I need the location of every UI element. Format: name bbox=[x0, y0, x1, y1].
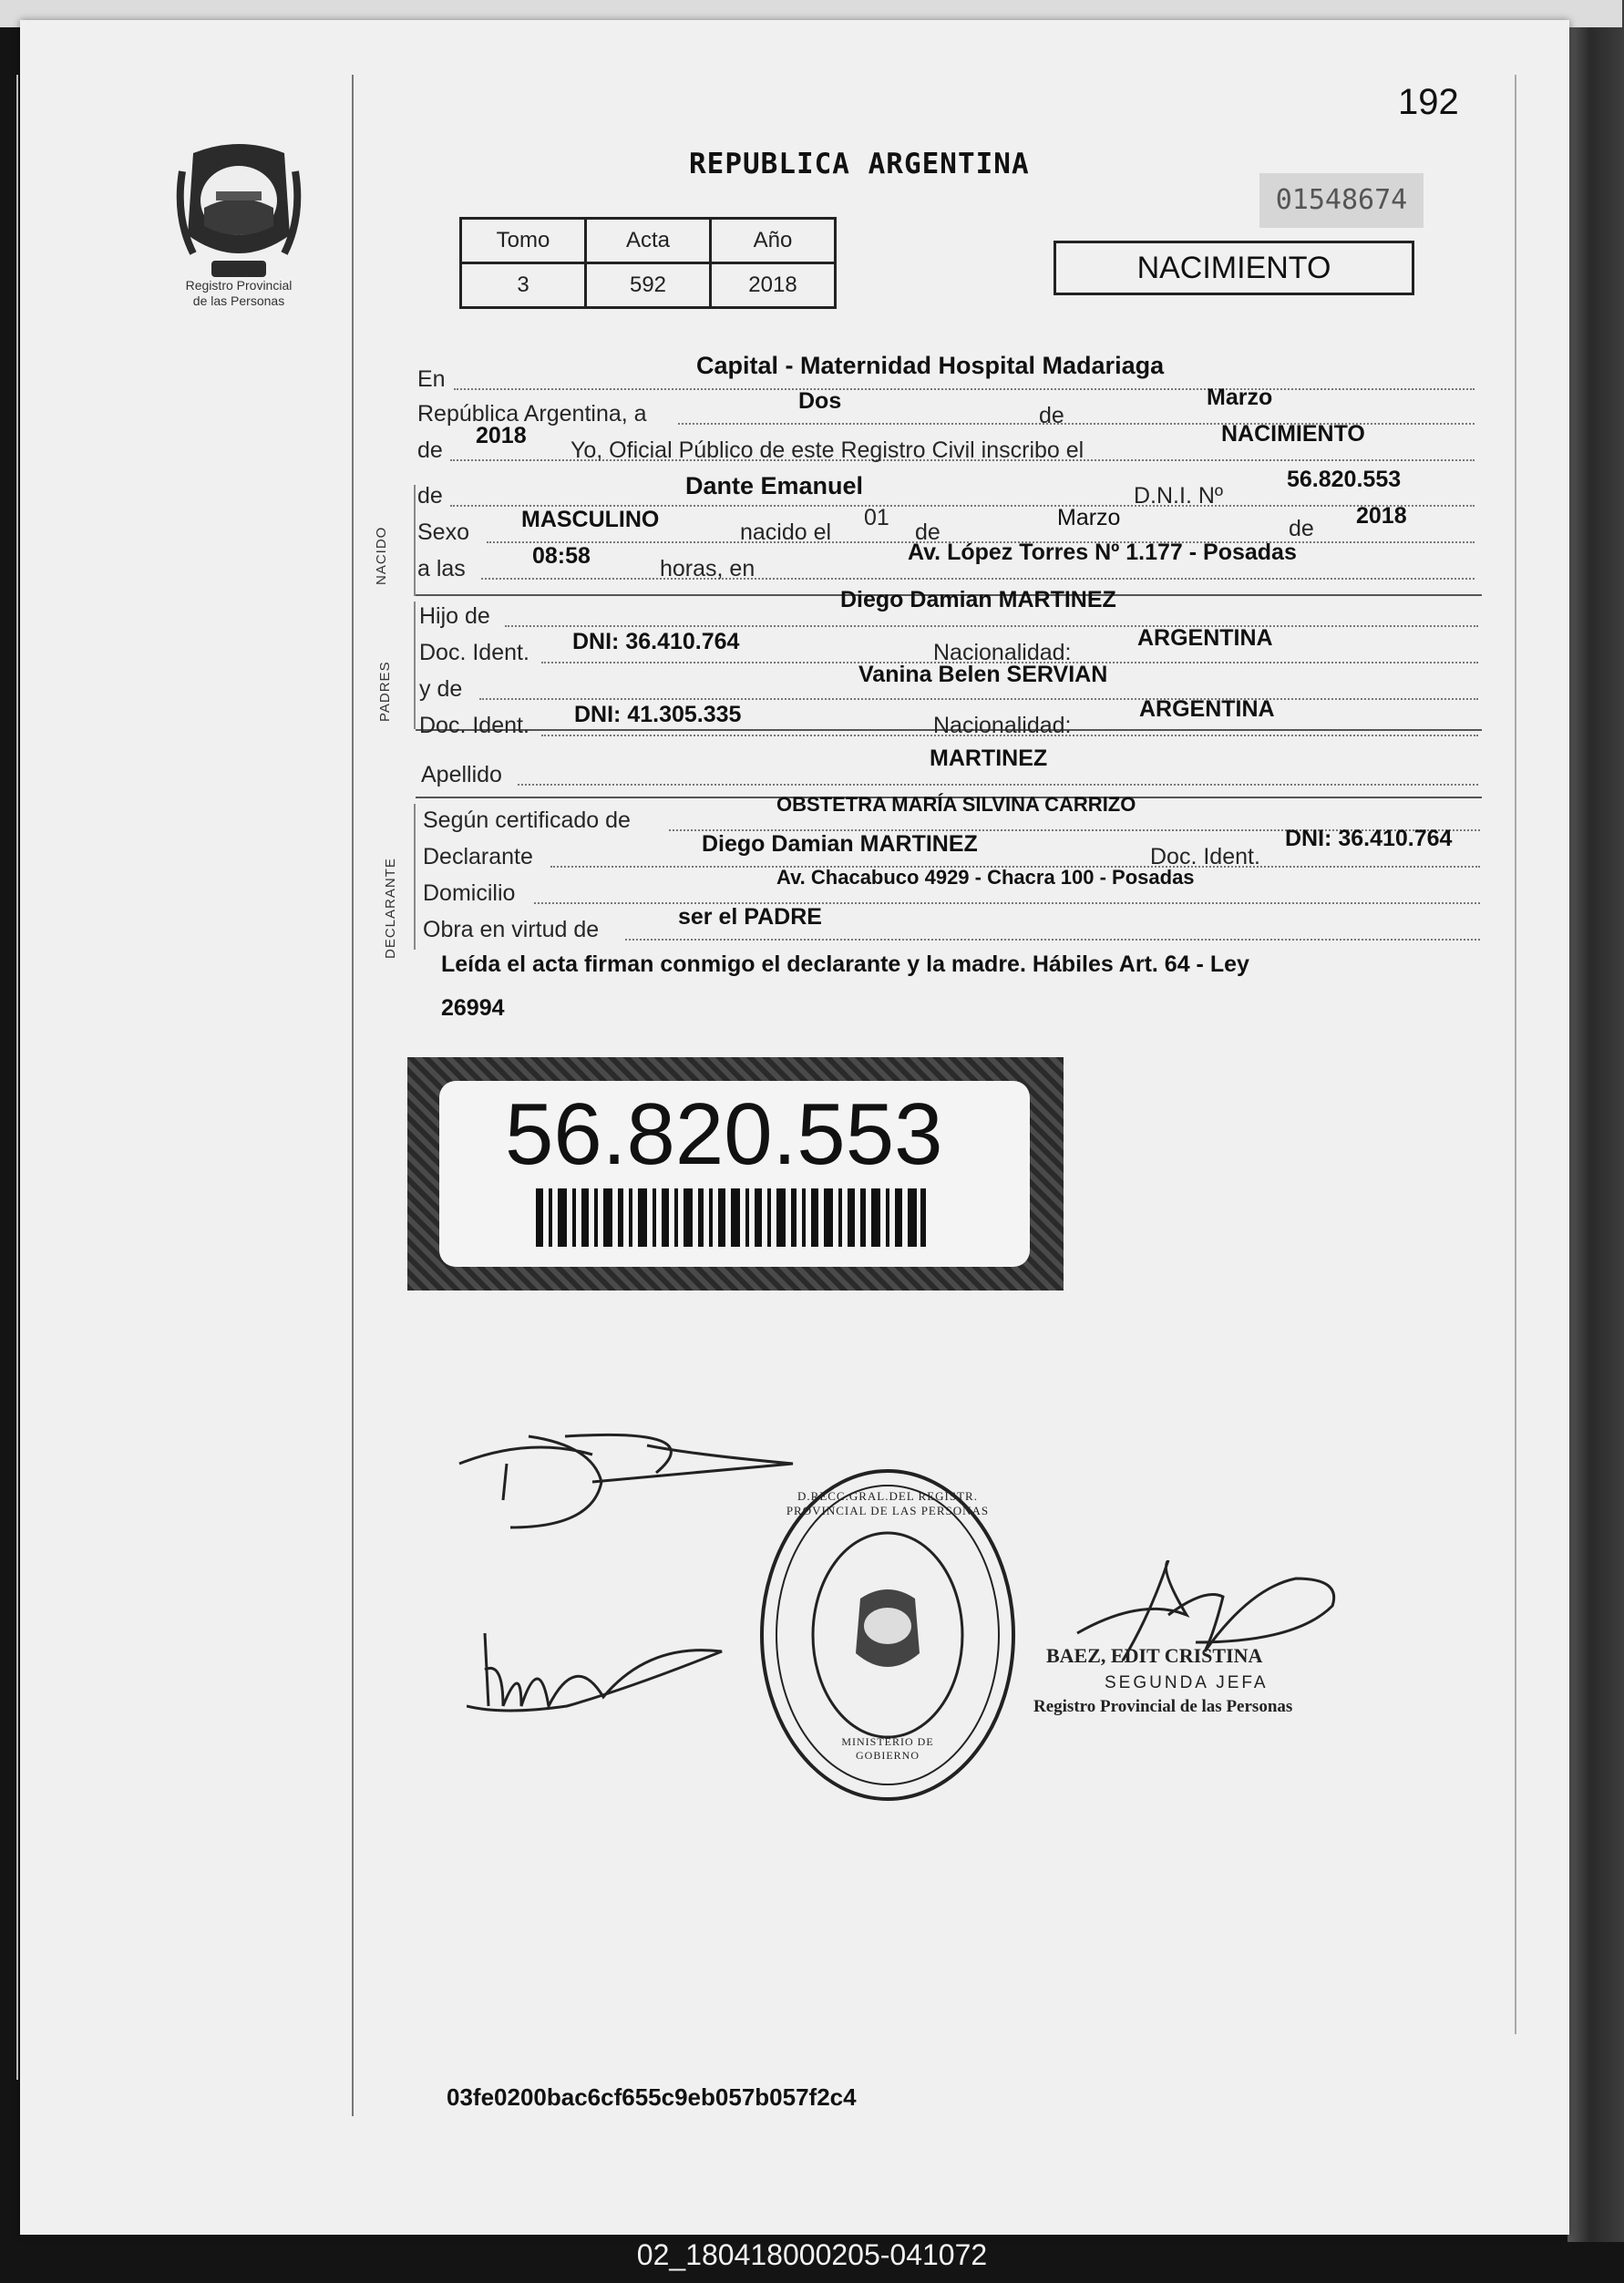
father-doc-label: Doc. Ident. bbox=[419, 640, 529, 665]
inscribo-value: NACIMIENTO bbox=[1221, 421, 1365, 447]
section-label-nacido: NACIDO bbox=[374, 526, 389, 585]
field-dots bbox=[454, 388, 1475, 390]
de-year-label: de bbox=[417, 437, 443, 463]
father-nationality-value: ARGENTINA bbox=[1137, 625, 1273, 651]
sexo-label: Sexo bbox=[417, 519, 469, 545]
hijo-de-label: Hijo de bbox=[419, 603, 490, 629]
obra-label: Obra en virtud de bbox=[423, 917, 600, 942]
footer-id: 02_180418000205-041072 bbox=[636, 2238, 988, 2271]
serial-number: 01548674 bbox=[1259, 173, 1424, 228]
birth-month-value: Marzo bbox=[1057, 505, 1121, 530]
barcode-sticker-inner bbox=[439, 1081, 1030, 1267]
signatory-title: SEGUNDA JEFA bbox=[1105, 1673, 1269, 1692]
field-dots bbox=[534, 902, 1480, 904]
registry-caption-line1: Registro Provincial bbox=[185, 278, 293, 293]
dni-label: D.N.I. Nº bbox=[1134, 483, 1224, 509]
closing-text-line2: 26994 bbox=[441, 995, 505, 1021]
de-birth-year-label: de bbox=[1289, 516, 1314, 541]
mother-name-value: Vanina Belen SERVIAN bbox=[858, 662, 1108, 687]
outer-margin-line bbox=[16, 75, 18, 2080]
nacido-el-label: nacido el bbox=[740, 519, 832, 545]
anio-value: 2018 bbox=[711, 263, 836, 308]
father-nationality-label: Nacionalidad: bbox=[933, 640, 1072, 665]
section-bracket bbox=[414, 602, 416, 729]
declarante-value: Diego Damian MARTINEZ bbox=[702, 831, 978, 857]
day-text-value: Dos bbox=[798, 388, 842, 414]
father-doc-value: DNI: 36.410.764 bbox=[572, 629, 740, 654]
field-dots bbox=[479, 698, 1478, 700]
barcode-number: 56.820.553 bbox=[505, 1085, 943, 1183]
stamp-inner-text: MINISTERIO DE GOBIERNO bbox=[841, 1735, 934, 1762]
segun-label: Según certificado de bbox=[423, 807, 631, 833]
background-edge bbox=[1567, 0, 1624, 2242]
declarante-label: Declarante bbox=[423, 844, 533, 869]
record-type-box: NACIMIENTO bbox=[1054, 241, 1414, 295]
declarante-doc-value: DNI: 36.410.764 bbox=[1285, 826, 1453, 851]
section-bracket bbox=[414, 804, 416, 950]
provincial-seal-icon bbox=[175, 135, 303, 290]
field-dots bbox=[518, 784, 1478, 786]
domicilio-label: Domicilio bbox=[423, 880, 516, 906]
anio-header: Año bbox=[711, 219, 836, 263]
birth-certificate-page bbox=[20, 20, 1569, 2235]
obra-value: ser el PADRE bbox=[678, 904, 822, 930]
de-month-label: de bbox=[915, 519, 940, 545]
registry-logo bbox=[175, 135, 303, 290]
certificado-value: OBSTETRA MARÍA SILVINA CARRIZO bbox=[776, 793, 1136, 816]
mother-nationality-label: Nacionalidad: bbox=[933, 713, 1072, 738]
en-label: En bbox=[417, 366, 446, 392]
apellido-label: Apellido bbox=[421, 762, 502, 787]
record-table bbox=[459, 217, 837, 309]
mother-doc-label: Doc. Ident. bbox=[419, 713, 529, 738]
acta-value: 592 bbox=[586, 263, 711, 308]
year-value: 2018 bbox=[476, 423, 527, 448]
page-number: 192 bbox=[1398, 82, 1459, 122]
field-dots bbox=[505, 625, 1478, 627]
a-las-label: a las bbox=[417, 556, 466, 581]
horas-label: horas, en bbox=[660, 556, 755, 581]
field-dots bbox=[625, 939, 1480, 941]
section-bracket bbox=[414, 485, 416, 596]
left-margin-line bbox=[352, 75, 354, 2116]
place-value: Capital - Maternidad Hospital Madariaga bbox=[696, 352, 1165, 379]
tomo-value: 3 bbox=[461, 263, 586, 308]
child-name-value: Dante Emanuel bbox=[685, 472, 864, 499]
mother-signature bbox=[467, 1624, 758, 1743]
stamp-outer-text: D.RECC.GRAL.DEL REGISTR. PROVINCIAL DE LAS PERSONAS bbox=[786, 1489, 990, 1517]
country-header: REPUBLICA ARGENTINA bbox=[689, 148, 1030, 180]
republica-label: República Argentina, a bbox=[417, 401, 647, 427]
de-label: de bbox=[1039, 403, 1064, 428]
registry-caption bbox=[148, 278, 330, 309]
section-label-padres: PADRES bbox=[377, 661, 393, 722]
apellido-value: MARTINEZ bbox=[930, 746, 1048, 771]
de-child-label: de bbox=[417, 483, 443, 509]
registry-caption-line2: de las Personas bbox=[192, 293, 285, 308]
barcode-sticker bbox=[407, 1057, 1064, 1291]
mother-doc-value: DNI: 41.305.335 bbox=[574, 702, 742, 727]
birth-day-value: 01 bbox=[864, 505, 889, 530]
sexo-value: MASCULINO bbox=[521, 507, 660, 532]
declarant-signature bbox=[456, 1409, 802, 1573]
right-margin-line bbox=[1515, 75, 1516, 2034]
birth-time-value: 08:58 bbox=[532, 543, 591, 569]
domicilio-value: Av. Chacabuco 4929 - Chacra 100 - Posadas bbox=[776, 866, 1195, 889]
acta-header: Acta bbox=[586, 219, 711, 263]
official-stamp bbox=[751, 1462, 1024, 1808]
oficial-text: Yo, Oficial Público de este Registro Civil inscribo el bbox=[570, 437, 1084, 463]
declarante-doc-label: Doc. Ident. bbox=[1150, 844, 1260, 869]
closing-text-line1: Leída el acta firman conmigo el declarante y la madre. Hábiles Art. 64 - Ley bbox=[441, 951, 1249, 977]
mother-nationality-value: ARGENTINA bbox=[1139, 696, 1275, 722]
dni-value: 56.820.553 bbox=[1287, 467, 1402, 492]
field-dots bbox=[481, 578, 1475, 580]
father-name-value: Diego Damian MARTINEZ bbox=[840, 587, 1116, 612]
signatory-office: Registro Provincial de las Personas bbox=[1033, 1697, 1293, 1716]
barcode-icon bbox=[536, 1188, 928, 1247]
signatory-name: BAEZ, EDIT CRISTINA bbox=[1046, 1644, 1263, 1667]
month-text-value: Marzo bbox=[1207, 385, 1273, 410]
tomo-header: Tomo bbox=[461, 219, 586, 263]
birth-place-value: Av. López Torres Nº 1.177 - Posadas bbox=[908, 540, 1297, 565]
hash-code: 03fe0200bac6cf655c9eb057b057f2c4 bbox=[447, 2083, 857, 2111]
birth-year-value: 2018 bbox=[1356, 503, 1407, 529]
section-label-declarante: DECLARANTE bbox=[383, 858, 398, 959]
y-de-label: y de bbox=[419, 676, 463, 702]
